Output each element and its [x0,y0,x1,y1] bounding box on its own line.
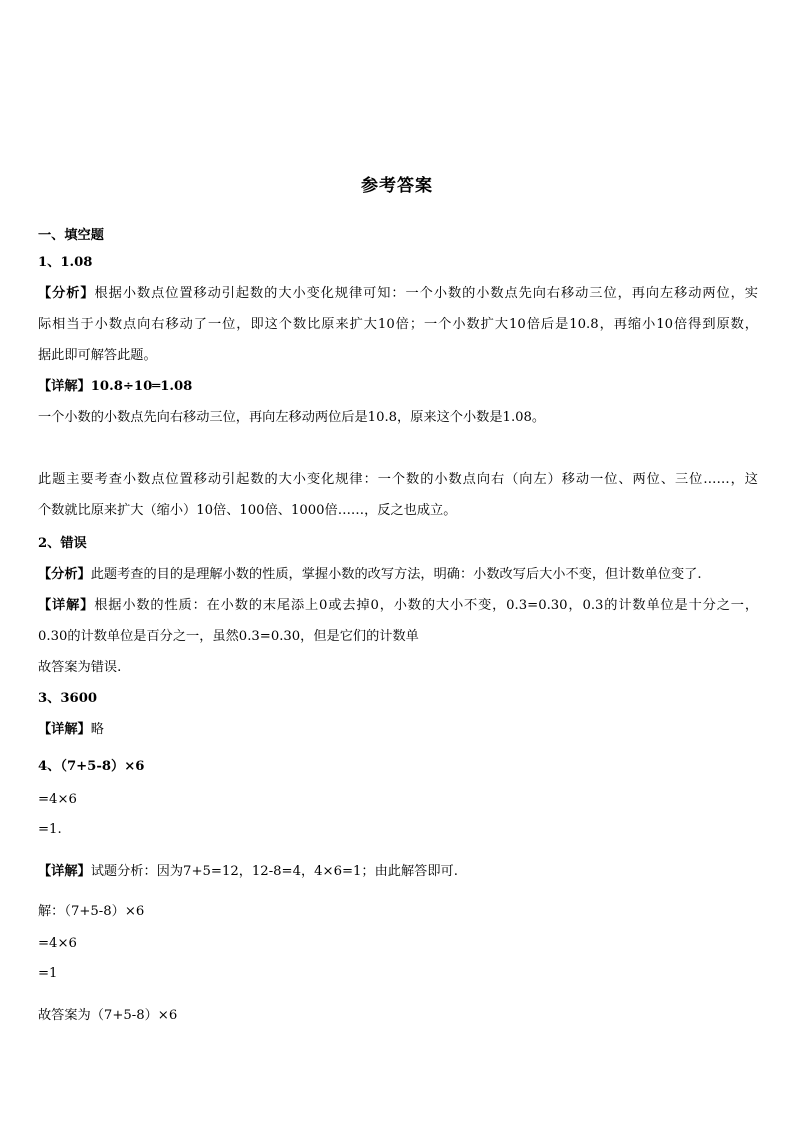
q1-detail-tag: 【详解】 [38,379,91,394]
q4-detail-tag: 【详解】 [38,864,91,879]
q2-detail-line-2: 0.30的计数单位是百分之一，虽然0.3=0.30，但是它们的计数单 [38,629,419,644]
q2-detail-tag: 【详解】 [38,598,95,613]
q1-note-line-1: 此题主要考查小数点位置移动引起数的大小变化规律：一个数的小数点向右（向左）移动一位、两位、三位……，这 [38,472,758,487]
q1-analysis-line-1 [38,282,758,301]
q4-detail-line-1 [38,860,758,879]
q2-heading: 2、错误 [38,536,87,551]
q1-detail-line-1 [38,375,758,394]
q3-detail-line-1 [38,718,758,737]
q1-detail-text-1: 10.8÷10═1.08 [90,379,193,394]
q2-conclusion: 故答案为错误. [38,660,122,675]
q1-analysis-text-1: 根据小数点位置移动引起数的大小变化规律可知：一个小数的小数点先向右移动三位，再向左移动两位，实 [94,286,758,301]
q2-detail-line-1 [38,594,758,613]
q4-step-1: =4×6 [38,792,77,807]
q4-detail-text-1: 试题分析：因为7+5=12，12-8=4，4×6=1；由此解答即可. [90,864,458,879]
q4-heading: 4、（7+5-8）×6 [38,759,145,774]
section-heading: 一、填空题 [38,228,104,243]
q1-analysis-line-2: 际相当于小数点向右移动了一位，即这个数比原来扩大10倍；一个小数扩大10倍后是10.8，再缩小10倍得到原数， [38,317,758,332]
q2-analysis-text-1: 此题考查的目的是理解小数的性质，掌握小数的改写方法，明确：小数改写后大小不变，但计数单位变了. [90,567,702,582]
q4-step-2: =1. [38,822,62,837]
q3-detail-text-1: 略 [90,722,104,737]
q2-analysis-line-1 [38,563,758,582]
q1-analysis-tag: 【分析】 [38,286,95,301]
q2-analysis-tag: 【分析】 [38,567,91,582]
q3-detail-tag: 【详解】 [38,722,91,737]
q4-solution: 解：（7+5-8）×6 [38,904,145,919]
q1-note-line-2: 个数就比原来扩大（缩小）10倍、100倍、1000倍……，反之也成立。 [38,503,457,518]
q2-detail-text-1: 根据小数的性质：在小数的末尾添上0或去掉0，小数的大小不变，0.3=0.30，0.3的计数单位是十分之一， [94,598,758,613]
q1-detail-line-2: 一个小数的小数点先向右移动三位，再向左移动两位后是10.8，原来这个小数是1.08。 [38,410,546,425]
q3-heading: 3、3600 [38,691,98,706]
q1-heading: 1、1.08 [38,255,93,270]
q4-step-4: =1 [38,966,58,981]
page-title: 参考答案 [361,176,433,196]
q4-conclusion: 故答案为（7+5-8）×6 [38,1008,178,1023]
q4-step-3: =4×6 [38,936,77,951]
q1-analysis-line-3: 据此即可解答此题。 [38,348,157,363]
